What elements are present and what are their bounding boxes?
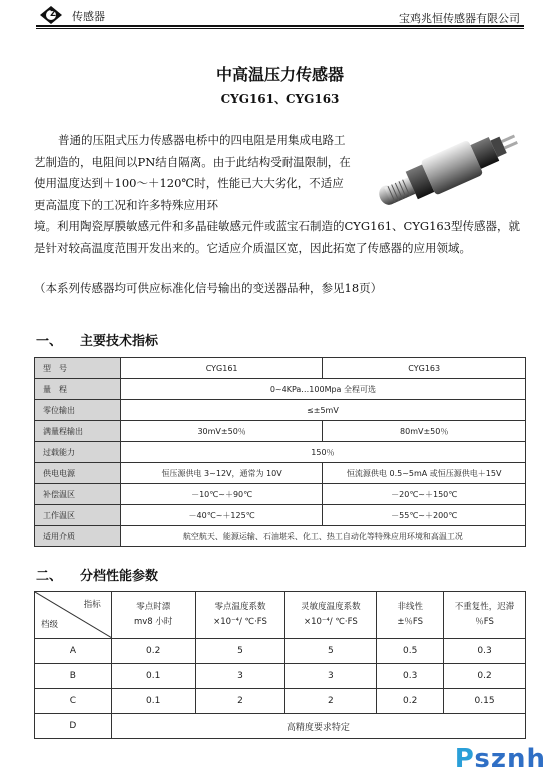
header-name: 零点时漂 <box>136 602 171 612</box>
header-name: 灵敏度温度系数 <box>301 602 361 612</box>
header-name: 零点温度系数 <box>214 602 266 612</box>
grade-row <box>35 689 526 714</box>
header-unit: ％FS <box>475 617 494 627</box>
spec-label: 适用介质 <box>35 526 121 547</box>
spec-row <box>35 379 526 400</box>
spec-row <box>35 421 526 442</box>
grade-value: 0.1 <box>111 664 195 689</box>
intro-note: （本系列传感器均可供应标准化信号输出的变送器品种，参见18页） <box>34 281 383 295</box>
corner-cell <box>35 592 112 639</box>
spec-value-cyg161: CYG161 <box>120 358 323 379</box>
grade-value: 5 <box>195 639 285 664</box>
intro-paragraph-part1: 普通的压阻式压力传感器电桥中的四电阻是用集成电路工艺制造的，电阻间以PN结自隔离。由于此结构受耐温限制，在使用温度达到＋100～＋120℃时，性能已大大劣化，不适应更高温度下的工况和许多特殊应用环 <box>34 133 351 212</box>
header-unit: ×10⁻⁴/ ℃·FS <box>213 617 267 627</box>
grade-value: 0.2 <box>377 689 444 714</box>
grade-value: 5 <box>285 639 377 664</box>
grade-value: 高精度要求特定 <box>111 714 525 739</box>
grade-label: D <box>35 714 112 739</box>
section2-number: 二、 <box>36 569 63 584</box>
grade-value: 0.3 <box>444 639 526 664</box>
spec-value-cyg163: 恒流源供电 0.5~5mA 或恒压源供电＋15V <box>323 463 526 484</box>
page-subtitle: CYG161、CYG163 <box>220 92 340 106</box>
spec-table <box>34 357 526 547</box>
spec-row <box>35 484 526 505</box>
grade-value: 2 <box>285 689 377 714</box>
header-name: 非线性 <box>397 602 423 612</box>
grade-table <box>34 591 526 739</box>
grade-column-header <box>377 592 444 639</box>
spec-value-cyg163: CYG163 <box>323 358 526 379</box>
grade-value: 0.5 <box>377 639 444 664</box>
spec-value: 0~4KPa…100Mpa 全程可选 <box>120 379 525 400</box>
spec-label: 型 号 <box>35 358 121 379</box>
grade-value: 0.2 <box>111 639 195 664</box>
corner-header-grade: 档级 <box>41 620 59 630</box>
grade-column-header <box>195 592 285 639</box>
grade-column-header <box>111 592 195 639</box>
spec-row <box>35 463 526 484</box>
header-unit: ±％FS <box>397 617 424 627</box>
spec-row <box>35 526 526 547</box>
spec-value-cyg163: 80mV±50％ <box>323 421 526 442</box>
spec-row <box>35 442 526 463</box>
grade-value: 3 <box>195 664 285 689</box>
logo-letter: Z <box>50 9 56 18</box>
grade-value: 0.15 <box>444 689 526 714</box>
section1-title: 主要技术指标 <box>80 334 159 349</box>
grade-value: 2 <box>195 689 285 714</box>
spec-value-cyg163: －20℃~＋150℃ <box>323 484 526 505</box>
spec-label: 满量程输出 <box>35 421 121 442</box>
spec-row <box>35 505 526 526</box>
header-rule-thin <box>36 28 524 29</box>
spec-label: 补偿温区 <box>35 484 121 505</box>
grade-column-header <box>444 592 526 639</box>
grade-column-header <box>285 592 377 639</box>
spec-value-cyg163: －55℃~＋200℃ <box>323 505 526 526</box>
header-company: 宝鸡兆恒传感器有限公司 <box>399 12 520 25</box>
spec-value: 150％ <box>120 442 525 463</box>
spec-label: 零位输出 <box>35 400 121 421</box>
page-title: 中高温压力传感器 <box>215 65 344 84</box>
grade-value: 0.2 <box>444 664 526 689</box>
header-rule <box>36 25 524 27</box>
section2-title: 分档性能参数 <box>80 569 159 584</box>
spec-row <box>35 400 526 421</box>
spec-value-cyg161: 30mV±50％ <box>120 421 323 442</box>
watermark-logo <box>455 744 546 774</box>
header-unit: ×10⁻⁴/ ℃·FS <box>303 617 358 627</box>
spec-value-cyg161: －10℃~＋90℃ <box>120 484 323 505</box>
grade-label: A <box>35 639 112 664</box>
spec-value-cyg161: 恒压源供电 3~12V，通常为 10V <box>120 463 323 484</box>
spec-label: 量 程 <box>35 379 121 400</box>
intro-paragraph-part2: 境。利用陶瓷厚膜敏感元件和多晶硅敏感元件或蓝宝石制造的CYG161、CYG163型传感器，就是针对较高温度范围开发出来的。它适应介质温区宽，因此拓宽了传感器的应用领域。 <box>34 219 521 255</box>
spec-row <box>35 358 526 379</box>
spec-label: 供电电源 <box>35 463 121 484</box>
spec-label: 过载能力 <box>35 442 121 463</box>
grade-value: 0.3 <box>377 664 444 689</box>
section1-number: 一、 <box>36 334 63 349</box>
grade-label: B <box>35 664 112 689</box>
grade-label: C <box>35 689 112 714</box>
header-unit: mv8 小时 <box>133 617 173 627</box>
spec-value: 航空航天、能源运输、石油堪采、化工、热工自动化等特殊应用环境和高温工况 <box>120 526 525 547</box>
spec-label: 工作温区 <box>35 505 121 526</box>
grade-row <box>35 639 526 664</box>
header-name: 不重复性，迟滞 <box>454 602 515 612</box>
grade-table-header <box>35 592 526 639</box>
spec-value: ≤±5mV <box>120 400 525 421</box>
sensor-product-photo <box>362 112 522 208</box>
watermark-text: sznh <box>474 744 546 774</box>
grade-row <box>35 664 526 689</box>
spec-value-cyg161: －40℃~＋125℃ <box>120 505 323 526</box>
watermark-initial: P <box>454 744 475 774</box>
corner-header-metric: 指标 <box>83 600 101 610</box>
grade-value: 3 <box>285 664 377 689</box>
grade-row <box>35 714 526 739</box>
header-category: 传感器 <box>72 10 105 23</box>
grade-value: 0.1 <box>111 689 195 714</box>
